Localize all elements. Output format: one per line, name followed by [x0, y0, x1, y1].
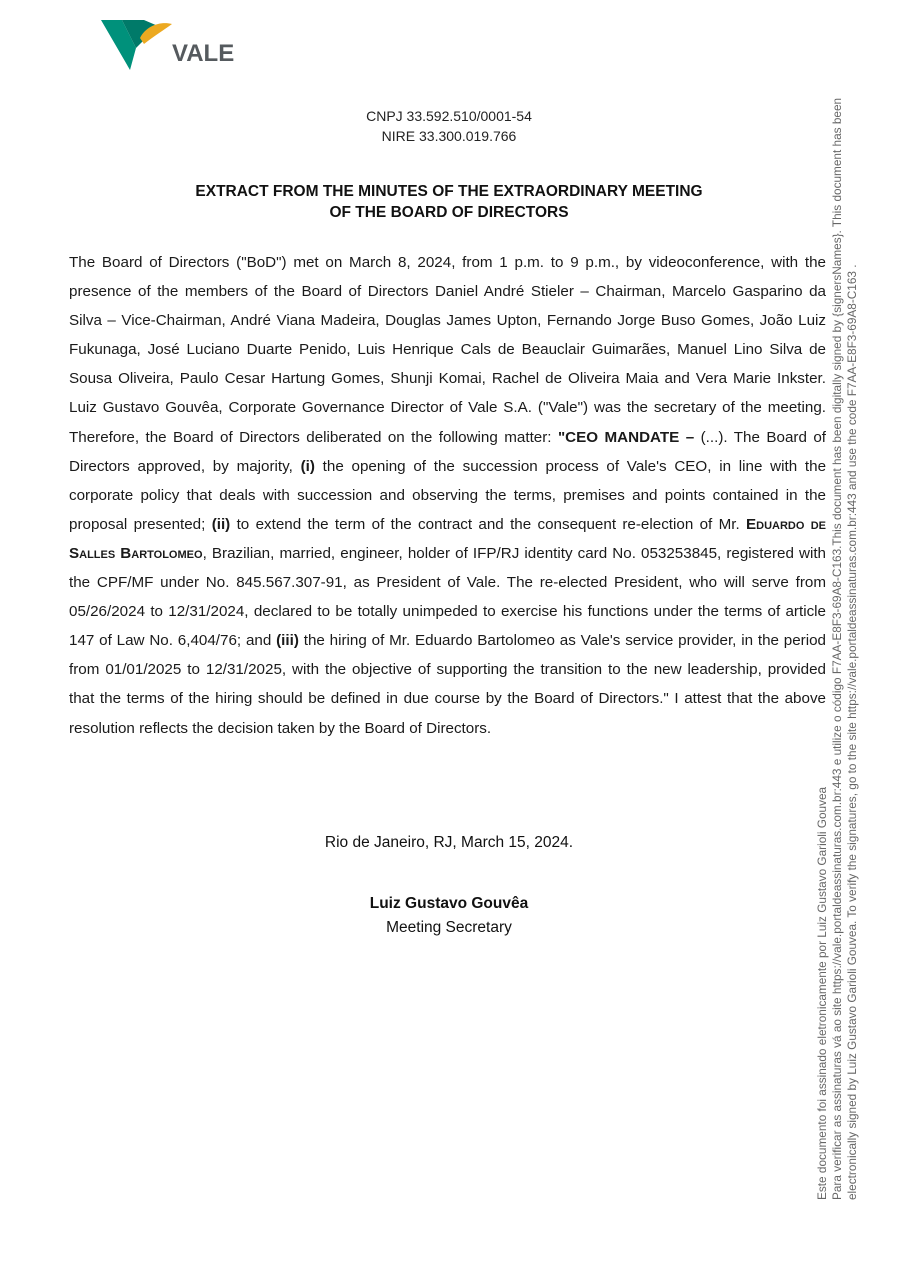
item-ii-marker: (ii): [211, 515, 231, 533]
electronic-signature-notice: [815, 40, 863, 1200]
ceo-name: Eduardo de Salles Bartolomeo: [69, 515, 827, 562]
svg-text:VALE: VALE: [172, 40, 235, 67]
signature-notice-line-3: electronically signed by Luiz Gustavo Garioli Gouvea. To verify the signatures, go to the site https://vale.portaldeassinaturas.com.br:443 and use the code F7AA-E8F3-69A8-C163 .: [845, 264, 859, 1200]
signature-notice-line-2: Para verificar as assinaturas vá ao site https://vale.portaldeassinaturas.com.br:443 e utilize o código F7AA-E8F3-69A8-C163.This document has been digitally signed by {signersNames}. This document has been: [830, 97, 844, 1200]
item-i-marker: (i): [300, 457, 315, 475]
cnpj-number: CNPJ 33.592.510/0001-54: [366, 108, 532, 124]
title-line-2: OF THE BOARD OF DIRECTORS: [329, 204, 569, 221]
body-ceo-details: , Brazilian, married, engineer, holder of IFP/RJ identity card No. 053253845, registered with the CPF/MF under No. 845.567.307-91, as President of Vale. The re-elected President, who will serve from 05/26/2024 to 12/31/2024, declared to be totally unimpeded to exercise his functions under the terms of article 147 of Law No. 6,404/76; and: [69, 544, 827, 650]
minutes-body: [69, 248, 826, 743]
vale-logo: [100, 18, 240, 74]
quote-open: ": [557, 428, 566, 446]
body-item-ii: to extend the term of the contract and the consequent re-election of Mr.: [230, 515, 746, 533]
place-date: Rio de Janeiro, RJ, March 15, 2024.: [324, 834, 574, 851]
nire-number: NIRE 33.300.019.766: [381, 128, 517, 144]
signer-name: Luiz Gustavo Gouvêa: [369, 895, 529, 912]
signer-role: Meeting Secretary: [386, 919, 512, 936]
title-line-1: EXTRACT FROM THE MINUTES OF THE EXTRAORDINARY MEETING: [195, 183, 703, 200]
document-title: [0, 181, 898, 223]
body-item-iii: the hiring of Mr. Eduardo Bartolomeo as Vale's service provider, in the period from 01/01/2025 to 12/31/2025, with the objective of supporting the transition to the new leadership, provided that the terms of the hiring should be defined in due course by the Board of Directors." I attest that the above resolution reflects the decision taken by the Board of Directors.: [69, 632, 827, 737]
ceo-mandate-heading: CEO MANDATE –: [565, 428, 695, 446]
vale-logo-icon: [100, 18, 240, 74]
body-approval: (...). The Board of Directors approved, by majority,: [69, 428, 826, 475]
item-iii-marker: (iii): [276, 632, 299, 650]
body-intro: The Board of Directors ("BoD") met on March 8, 2024, from 1 p.m. to 9 p.m., by videoconference, with the presence of the members of the Board of Directors Daniel André Stieler – Chairman, Marcelo Gasparino da Silva – Vice-Chairman, André Viana Madeira, Douglas James Upton, Fernando Jorge Buso Gomes, João Luiz Fukunaga, José Luciano Duarte Penido, Luis Henrique Cals de Beauclair Guimarães, Manuel Lino Silva de Sousa Oliveira, Paulo Cesar Hartung Gomes, Shunji Komai, Rachel de Oliveira Maia and Vera Marie Inkster. Luiz Gustavo Gouvêa, Corporate Governance Director of Vale S.A. ("Vale") was the secretary of the meeting. Therefore, the Board of Directors deliberated on the following matter:: [69, 254, 826, 446]
body-item-i: the opening of the succession process of Vale's CEO, in line with the corporate policy that deals with succession and observing the terms, premises and points contained in the proposal presented;: [69, 457, 827, 533]
signature-notice-line-1: Este documento foi assinado eletronicamente por Luiz Gustavo Garioli Gouvea: [815, 786, 829, 1200]
